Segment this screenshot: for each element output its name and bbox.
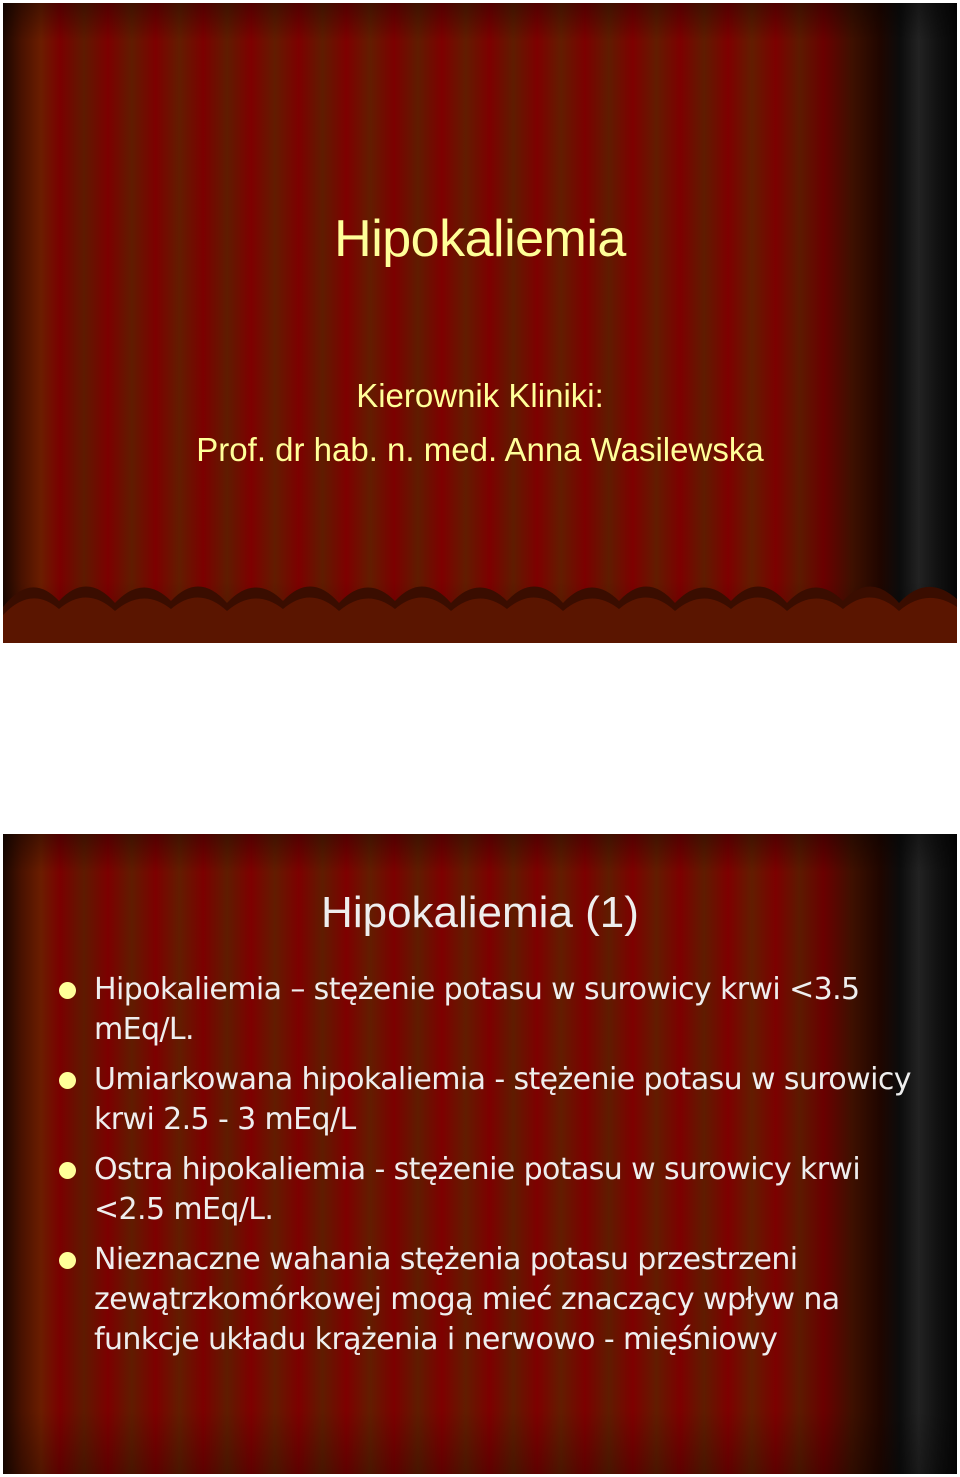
subtitle-clinic-head-name: Prof. dr hab. n. med. Anna Wasilewska	[196, 431, 764, 468]
bullet-dot-icon	[59, 982, 76, 999]
curtain-valance-icon	[3, 577, 957, 643]
bullet-dot-icon	[59, 1252, 76, 1269]
list-item	[57, 1060, 917, 1140]
list-item	[57, 1150, 917, 1230]
bullet-list	[57, 970, 917, 1370]
slide-title: Hipokaliemia (1)	[321, 888, 639, 937]
bullet-text: Hipokaliemia – stężenie potasu w surowicy krwi <3.5 mEq/L.	[94, 972, 860, 1047]
slide-title: Hipokaliemia	[334, 210, 626, 268]
bullet-text: Nieznaczne wahania stężenia potasu przestrzeni zewątrzkomórkowej mogą mieć znaczący wpływ na funkcje układu krążenia i nerwowo - mięśniowy	[94, 1242, 840, 1357]
list-item	[57, 1240, 917, 1360]
bullet-text: Ostra hipokaliemia - stężenie potasu w surowicy krwi <2.5 mEq/L.	[94, 1152, 861, 1227]
bullet-dot-icon	[59, 1072, 76, 1089]
bullet-dot-icon	[59, 1162, 76, 1179]
subtitle-clinic-head-label: Kierownik Kliniki:	[356, 377, 604, 414]
slide-hipokaliemia-1	[3, 834, 957, 1474]
bullet-text: Umiarkowana hipokaliemia - stężenie potasu w surowicy krwi 2.5 - 3 mEq/L	[94, 1062, 911, 1137]
list-item	[57, 970, 917, 1050]
slide-title-page	[3, 3, 957, 643]
